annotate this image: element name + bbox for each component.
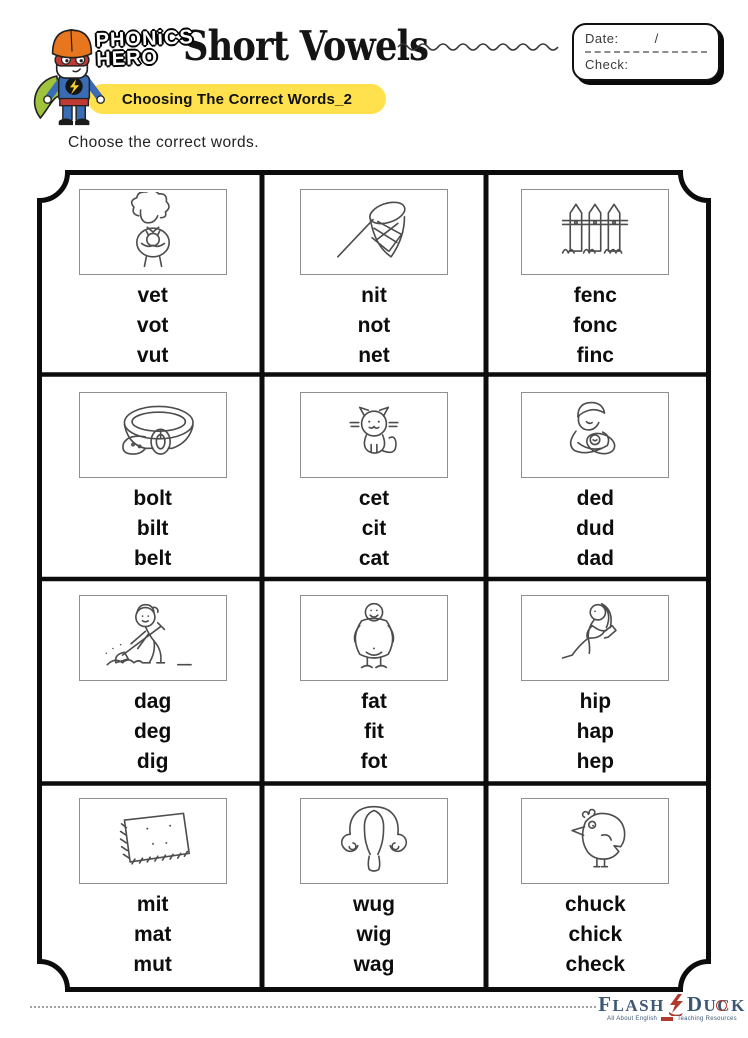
word-option: cet: [358, 487, 390, 510]
fat-image-frame: [300, 595, 448, 681]
tagline-red-separator: [661, 1017, 673, 1021]
word-option: wug: [352, 893, 395, 916]
word-option: deg: [133, 720, 172, 743]
word-options: [576, 484, 614, 574]
mat-image-frame: [79, 798, 227, 884]
belt-image: [83, 395, 223, 475]
word-options: [133, 484, 171, 574]
word-card-dig: [42, 581, 263, 784]
word-option: bilt: [136, 517, 169, 540]
word-options: [565, 890, 626, 980]
belt-image-frame: [79, 392, 227, 478]
word-options: [573, 281, 617, 371]
word-option: belt: [133, 547, 172, 570]
word-option: wag: [353, 953, 395, 976]
word-options: [137, 281, 169, 371]
logo-line-1: PHONiCS: [95, 26, 195, 52]
word-options: [359, 484, 389, 574]
word-option: dud: [576, 517, 615, 540]
word-options: [353, 890, 395, 980]
chick-image-frame: [521, 798, 669, 884]
word-option: bolt: [133, 487, 172, 510]
tagline-left: All About English: [607, 1016, 658, 1022]
date-slash: /: [654, 31, 659, 46]
word-options: [133, 890, 172, 980]
phonics-hero-mascot-icon: [22, 16, 120, 128]
logo-line-2: HERO: [95, 46, 159, 71]
vet-image: [83, 192, 223, 272]
dashed-divider: [585, 51, 707, 53]
word-option: chick: [568, 923, 623, 946]
word-option: fonc: [573, 314, 618, 337]
page-title: Short Vowels: [183, 22, 429, 70]
date-check-box: [572, 23, 720, 81]
word-option: vut: [136, 344, 169, 367]
word-option: net: [358, 344, 390, 367]
tagline-right: Teaching Resources: [677, 1016, 737, 1022]
instruction-text: Choose the correct words.: [68, 134, 259, 151]
word-option: dad: [576, 547, 614, 570]
word-card-cat: [263, 378, 484, 581]
word-option: mat: [133, 923, 172, 946]
word-option: fit: [364, 720, 384, 743]
word-option: hep: [576, 750, 614, 773]
net-image: [304, 192, 444, 272]
mat-image: [83, 801, 223, 881]
word-option: nit: [361, 284, 387, 307]
wavy-line-divider: [396, 40, 564, 54]
worksheet-subtitle-banner: Choosing The Correct Words_2: [88, 84, 386, 114]
dad-image-frame: [521, 392, 669, 478]
word-option: ded: [576, 487, 614, 510]
word-card-hop: [485, 581, 706, 784]
word-cards: [42, 175, 706, 987]
word-card-fat: [263, 581, 484, 784]
word-card-dad: [485, 378, 706, 581]
footer-dotted-line: [30, 1006, 596, 1008]
hop-image: [525, 598, 665, 678]
check-label: Check:: [585, 57, 629, 72]
lightning-bolt-icon: [668, 994, 684, 1016]
word-option: wig: [356, 923, 392, 946]
word-option: fenc: [573, 284, 617, 307]
word-options: [134, 687, 171, 777]
word-option: cat: [358, 547, 390, 570]
vet-image-frame: [79, 189, 227, 275]
word-option: check: [565, 953, 626, 976]
brand-flash-text: FLASH: [598, 992, 665, 1016]
word-card-fence: [485, 175, 706, 378]
cat-image-frame: [300, 392, 448, 478]
word-options: [361, 687, 388, 777]
word-option: mut: [133, 953, 172, 976]
word-card-belt: [42, 378, 263, 581]
word-option: fot: [360, 750, 388, 773]
date-label: Date:: [585, 31, 619, 46]
word-option: finc: [576, 344, 614, 367]
wig-image-frame: [300, 798, 448, 884]
word-option: fat: [361, 690, 387, 713]
word-option: dig: [136, 750, 169, 773]
word-option: hip: [579, 690, 612, 713]
word-option: cit: [361, 517, 387, 540]
fat-image: [304, 598, 444, 678]
dig-image-frame: [79, 595, 227, 681]
dad-image: [525, 395, 665, 475]
word-option: vot: [136, 314, 169, 337]
word-option: not: [357, 314, 391, 337]
word-card-chick: [485, 784, 706, 987]
brand-tagline: [598, 1016, 746, 1022]
dig-image: [83, 598, 223, 678]
word-card-mat: [42, 784, 263, 987]
wig-image: [304, 801, 444, 881]
brand-row: [598, 994, 746, 1016]
word-option: vet: [137, 284, 168, 307]
cat-image: [304, 395, 444, 475]
net-image-frame: [300, 189, 448, 275]
word-option: dag: [133, 690, 172, 713]
word-option: mit: [136, 893, 169, 916]
chick-image: [525, 801, 665, 881]
fence-image-frame: [521, 189, 669, 275]
brand-duck-text: DUCK: [686, 992, 746, 1016]
word-options: [577, 687, 614, 777]
c-swirl-mark: C: [717, 996, 732, 1015]
fence-image: [525, 192, 665, 272]
hop-image-frame: [521, 595, 669, 681]
word-option: hap: [576, 720, 614, 743]
word-card-wig: [263, 784, 484, 987]
word-card-vet: [42, 175, 263, 378]
word-grid: [37, 170, 711, 992]
word-options: [358, 281, 391, 371]
date-row: [585, 31, 707, 46]
word-card-net: [263, 175, 484, 378]
flash-duck-logo: [598, 994, 746, 1022]
word-option: chuck: [564, 893, 626, 916]
